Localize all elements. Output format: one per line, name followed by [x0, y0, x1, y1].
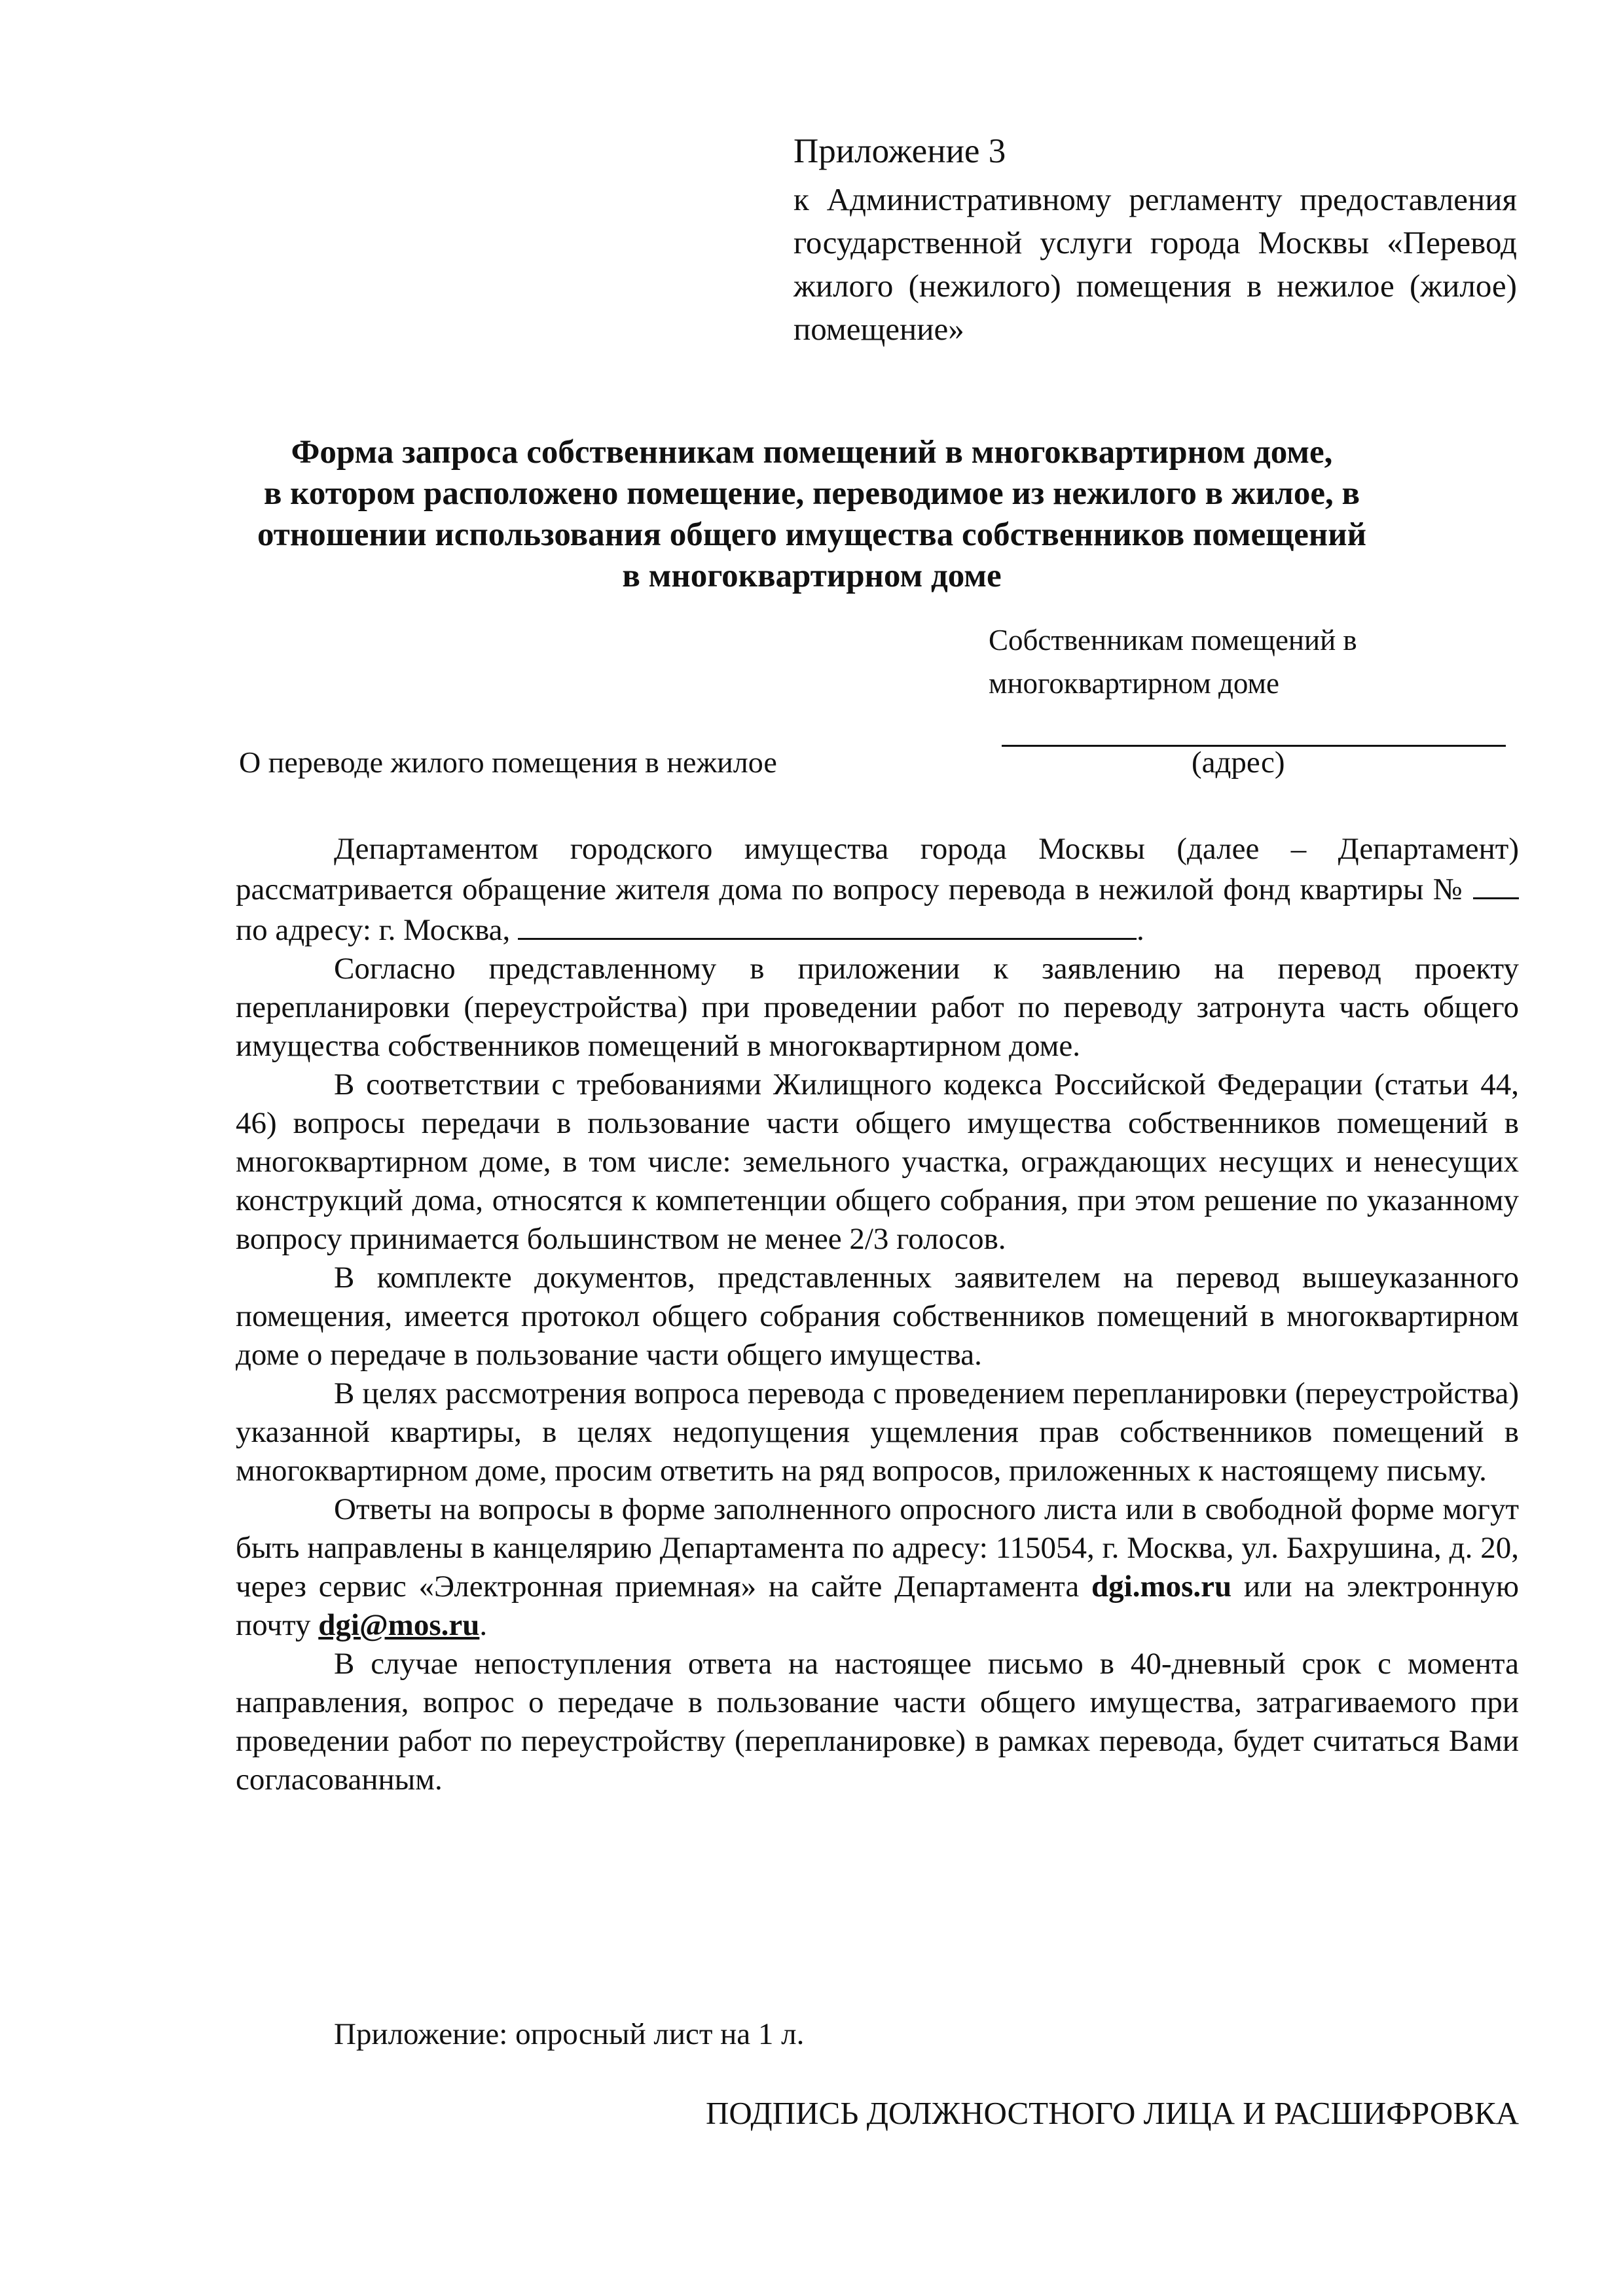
title-line-1: Форма запроса собственникам помещений в многоквартирном доме, — [291, 434, 1333, 471]
paragraph-6: Ответы на вопросы в форме заполненного опросного листа или в свободной форме могут быть направлены в канцелярию Департамента по адресу: 115054, г. Москва, ул. Бахрушина, д. 20, через сервис «Электронная приемная» на сайте Департамента dgi.mos.ru или на электронную почту dgi@mos.ru. — [236, 1492, 1520, 1642]
addressee-block — [989, 619, 1525, 705]
addressee-line-1: Собственникам помещений в — [989, 624, 1357, 656]
signature-line: ПОДПИСЬ ДОЛЖНОСТНОГО ЛИЦА И РАСШИФРОВКА — [705, 2095, 1519, 2131]
annex-number: Приложение 3 — [793, 132, 1006, 170]
paragraph-5: В целях рассмотрения вопроса перевода с проведением перепланировки (переустройства) указанной квартиры, в целях недопущения ущемления прав собственников помещений в многоквартирном доме, просим ответить на ряд вопросов, приложенных к настоящему письму. — [236, 1376, 1519, 1488]
form-title — [216, 432, 1408, 597]
paragraph-2: Согласно представленному в приложении к заявлению на перевод проекту перепланировки (переустройства) при проведении работ по переводу затронута часть общего имущества собственников помещений в многоквартирном доме. — [236, 952, 1519, 1063]
letter-subject: О переводе жилого помещения в нежилое — [239, 745, 777, 779]
address-caption: (адрес) — [1192, 745, 1285, 780]
attachment-note: Приложение: опросный лист на 1 л. — [334, 2017, 805, 2051]
title-line-2: в котором расположено помещение, переводимое из нежилого в жилое, в — [263, 475, 1360, 512]
paragraph-4: В комплекте документов, представленных заявителем на перевод вышеуказанного помещения, имеется протокол общего собрания собственников помещений в многоквартирном доме о передаче в пользование части общего имущества. — [236, 1261, 1519, 1372]
letter-body — [236, 830, 1519, 1799]
paragraph-7: В случае непоступления ответа на настоящее письмо в 40-дневный срок с момента направления, вопрос о передаче в пользование части общего имущества, затрагиваемого при проведении работ по переустройству (перепланировке) в рамках перевода, будет считаться Вами согласованным. — [236, 1647, 1519, 1797]
apartment-number-blank — [1473, 869, 1519, 899]
title-line-3: отношении использования общего имущества собственников помещений — [257, 516, 1367, 553]
paragraph-1: Департаментом городского имущества города Москвы (далее – Департамент) рассматривается обращение жителя дома по вопросу перевода в нежилой фонд квартиры № по адресу: г. Москва, . — [236, 832, 1519, 947]
title-line-4: в многоквартирном доме — [622, 558, 1002, 594]
address-blank — [518, 909, 1137, 940]
paragraph-3: В соответствии с требованиями Жилищного кодекса Российской Федерации (статьи 44, 46) вопросы передачи в пользование части общего имущества собственников помещений в многоквартирном доме, в том числе: земельного участка, ограждающих несущих и ненесущих конструкций дома, относятся к компетенции общего собрания, при этом решение по указанному вопросу принимается большинством не менее 2/3 голосов. — [236, 1067, 1519, 1256]
email-link[interactable]: dgi@mos.ru — [318, 1608, 480, 1642]
website-link[interactable]: dgi.mos.ru — [1091, 1570, 1232, 1604]
addressee-line-2: многоквартирном доме — [989, 667, 1279, 700]
annex-text: к Административному регламенту предоставления государственной услуги города Москвы «Перевод жилого (нежилого) помещения в нежилое (жилое) помещение» — [793, 181, 1517, 347]
annex-block — [793, 128, 1517, 351]
